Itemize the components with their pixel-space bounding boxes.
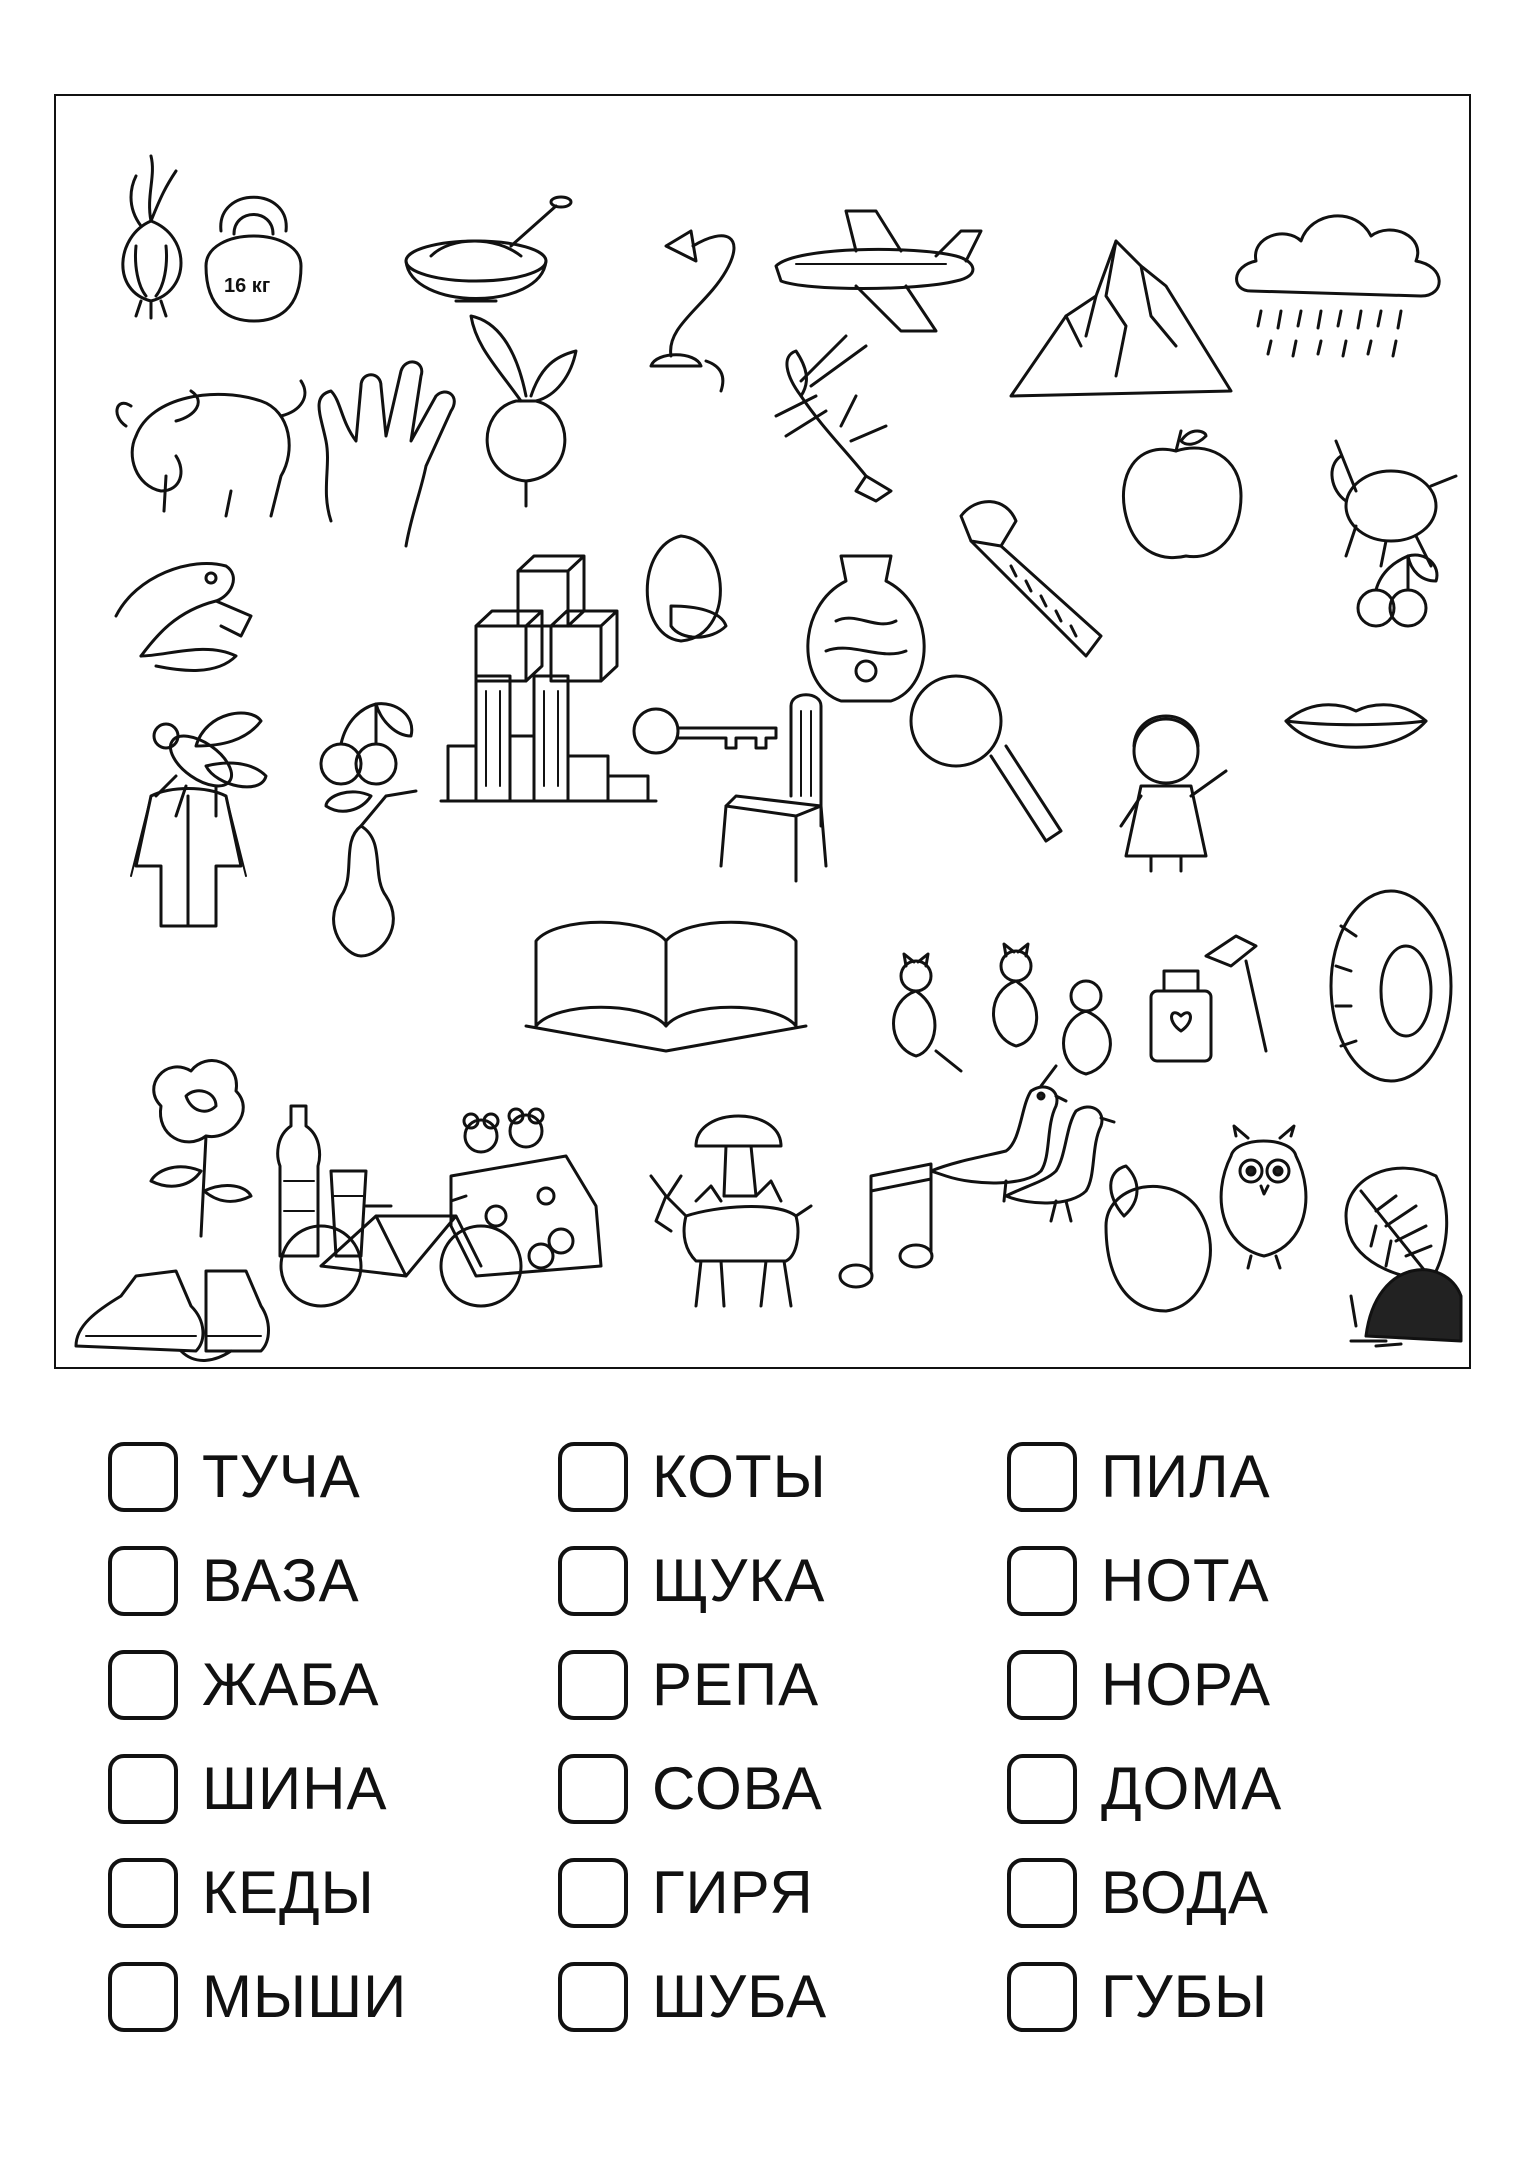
word-item[interactable] [558,1853,814,1933]
key-picture[interactable] [634,709,776,753]
crayfish-picture[interactable] [776,336,891,501]
melon-picture[interactable] [647,536,726,641]
vase-picture[interactable] [808,556,924,701]
apple-picture[interactable] [1123,431,1241,558]
word-label: ГУБЫ [1101,1963,1269,2030]
cloud-picture[interactable] [1237,216,1440,356]
chair-picture[interactable] [721,695,826,881]
word-item[interactable] [1007,1957,1268,2037]
word-item[interactable] [1007,1749,1282,1829]
word-label: ШУБА [652,1963,828,2030]
word-item[interactable] [108,1541,360,1621]
kettlebell-picture[interactable] [206,197,301,321]
word-label: ЩУКА [652,1547,826,1614]
checkbox[interactable] [558,1650,628,1720]
lamp-picture[interactable] [651,231,734,391]
magnifier-picture[interactable] [911,676,1061,841]
checkbox[interactable] [1007,1754,1077,1824]
checkbox[interactable] [1007,1858,1077,1928]
airplane-picture[interactable] [776,211,981,331]
word-label: ШИНА [202,1755,388,1822]
fly-picture[interactable] [154,713,266,816]
checkbox[interactable] [1007,1650,1077,1720]
sneakers-picture[interactable] [76,1271,269,1360]
saw-picture[interactable] [961,502,1101,656]
word-label: ЖАБА [202,1651,380,1718]
nail-polish-picture[interactable] [1151,936,1266,1061]
tire-picture[interactable] [1331,891,1451,1081]
coat-picture[interactable] [131,789,246,927]
word-item[interactable] [1007,1853,1269,1933]
beetle-picture[interactable] [1332,441,1456,566]
checkbox[interactable] [108,1442,178,1512]
checkbox[interactable] [1007,1546,1077,1616]
word-item[interactable] [558,1541,825,1621]
lips-picture[interactable] [1286,705,1426,748]
water-picture[interactable] [278,1106,366,1256]
turnip-picture[interactable] [471,316,576,506]
checkbox[interactable] [1007,1962,1077,2032]
word-label: НОТА [1101,1547,1270,1614]
word-item[interactable] [108,1957,407,2037]
word-item[interactable] [108,1437,361,1517]
word-label: КЕДЫ [202,1859,375,1926]
geese-picture[interactable] [931,1087,1114,1221]
word-label: ВОДА [1101,1859,1270,1926]
word-label: ВАЗА [202,1547,360,1614]
checkbox[interactable] [108,1962,178,2032]
cherry-2-picture[interactable] [1358,555,1437,626]
checkbox[interactable] [558,1442,628,1512]
word-label: НОРА [1101,1651,1272,1718]
bull-picture[interactable] [117,381,305,516]
word-label: КОТЫ [652,1443,827,1510]
bowl-picture[interactable] [406,197,571,301]
rose-picture[interactable] [151,1061,251,1236]
hand-picture[interactable] [319,362,454,546]
music-note-picture[interactable] [840,1164,932,1287]
checkbox[interactable] [1007,1442,1077,1512]
checkbox[interactable] [108,1650,178,1720]
word-item[interactable] [1007,1645,1271,1725]
pictures-canvas [56,96,1473,1371]
checkbox[interactable] [558,1546,628,1616]
word-item[interactable] [558,1645,819,1725]
checkbox[interactable] [558,1858,628,1928]
word-item[interactable] [108,1853,375,1933]
buildings-picture[interactable] [441,676,656,801]
pear-picture[interactable] [326,791,416,956]
mountain-picture[interactable] [1011,241,1231,396]
kettlebell-weight-label: 16 кг [224,275,271,297]
sugar-cubes-picture[interactable] [476,556,617,681]
checkbox[interactable] [558,1962,628,2032]
word-label: РЕПА [652,1651,820,1718]
word-label: СОВА [652,1755,823,1822]
book-picture[interactable] [526,922,806,1051]
word-item[interactable] [558,1957,827,2037]
word-label: МЫШИ [202,1963,408,2030]
owl-picture[interactable] [1221,1126,1306,1268]
checkbox[interactable] [558,1754,628,1824]
checkbox[interactable] [108,1546,178,1616]
word-item[interactable] [108,1645,380,1725]
pike-picture[interactable] [116,563,251,670]
mushroom-picture[interactable] [696,1116,781,1201]
word-item[interactable] [108,1749,387,1829]
word-item[interactable] [558,1437,827,1517]
picture-frame [54,94,1471,1369]
word-label: ТУЧА [202,1443,361,1510]
word-item[interactable] [1007,1437,1271,1517]
burrow-picture[interactable] [1351,1270,1461,1346]
lemon-picture[interactable] [1106,1166,1210,1311]
cherry-picture[interactable] [321,704,412,784]
word-label: ПИЛА [1101,1443,1271,1510]
word-label: ДОМА [1101,1755,1283,1822]
word-label: ГИРЯ [652,1859,814,1926]
checkbox[interactable] [108,1858,178,1928]
girl-picture[interactable] [1121,716,1226,871]
checkbox[interactable] [108,1754,178,1824]
word-item[interactable] [1007,1541,1270,1621]
cats-picture[interactable] [894,944,1111,1086]
word-item[interactable] [558,1749,823,1829]
onion-picture[interactable] [123,156,181,318]
